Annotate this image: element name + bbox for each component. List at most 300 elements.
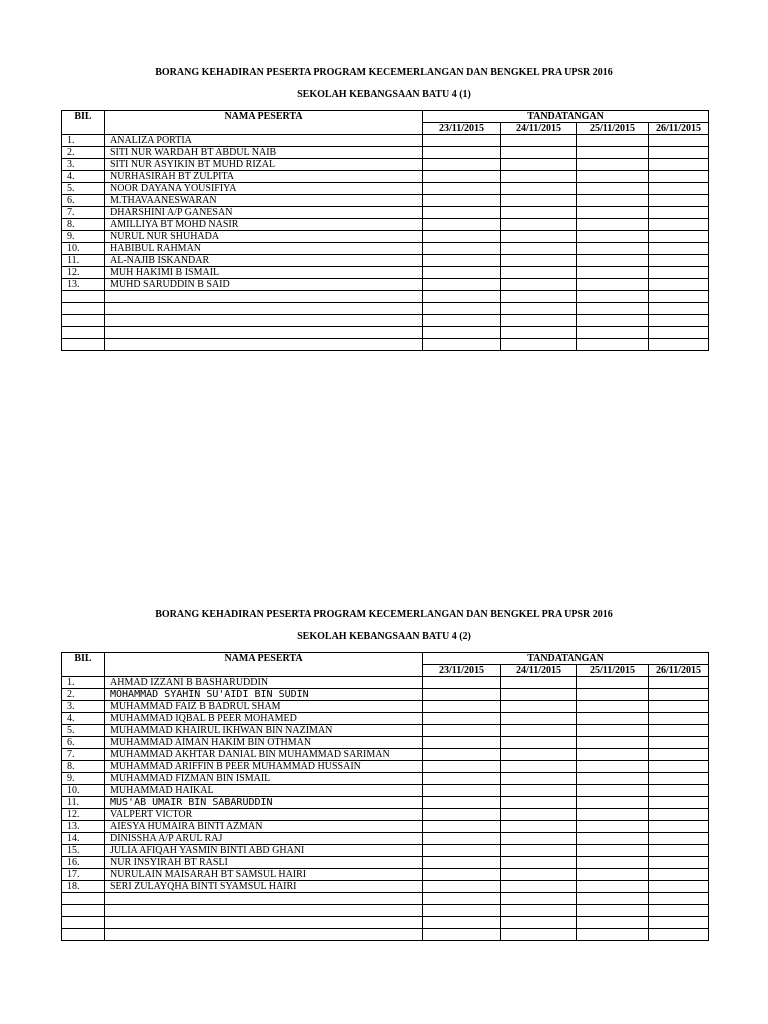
signature-cell[interactable] bbox=[649, 327, 709, 339]
signature-cell[interactable] bbox=[501, 689, 577, 701]
bil-cell: 6. bbox=[62, 737, 105, 749]
table-row bbox=[62, 183, 709, 195]
signature-cell[interactable] bbox=[649, 207, 709, 219]
signature-cell[interactable] bbox=[577, 219, 649, 231]
signature-cell[interactable] bbox=[649, 929, 709, 941]
form-subtitle: SEKOLAH KEBANGSAAN BATU 4 (2) bbox=[297, 631, 471, 642]
nama-cell bbox=[105, 929, 423, 941]
signature-cell[interactable] bbox=[649, 255, 709, 267]
signature-cell[interactable] bbox=[577, 833, 649, 845]
signature-cell[interactable] bbox=[423, 195, 501, 207]
nama-cell: SITI NUR WARDAH BT ABDUL NAIB bbox=[105, 147, 423, 159]
nama-cell bbox=[105, 327, 423, 339]
signature-cell[interactable] bbox=[649, 291, 709, 303]
nama-cell bbox=[105, 893, 423, 905]
nama-cell: AMILLIYA BT MOHD NASIR bbox=[105, 219, 423, 231]
nama-cell: MUHAMMAD AIMAN HAKIM BIN OTHMAN bbox=[105, 737, 423, 749]
signature-cell[interactable] bbox=[577, 677, 649, 689]
nama-cell: MUHAMMAD IQBAL B PEER MOHAMED bbox=[105, 713, 423, 725]
signature-cell[interactable] bbox=[423, 737, 501, 749]
nama-cell: AHMAD IZZANI B BASHARUDDIN bbox=[105, 677, 423, 689]
table-row bbox=[62, 917, 709, 929]
signature-cell[interactable] bbox=[423, 303, 501, 315]
signature-cell[interactable] bbox=[423, 797, 501, 809]
table-row bbox=[62, 845, 709, 857]
signature-cell[interactable] bbox=[423, 821, 501, 833]
table-row bbox=[62, 267, 709, 279]
signature-cell[interactable] bbox=[501, 881, 577, 893]
signature-cell[interactable] bbox=[649, 905, 709, 917]
table-row bbox=[62, 869, 709, 881]
signature-cell[interactable] bbox=[501, 219, 577, 231]
table-row bbox=[62, 243, 709, 255]
nama-cell: MUHAMMAD FAIZ B BADRUL SHAM bbox=[105, 701, 423, 713]
signature-cell[interactable] bbox=[577, 869, 649, 881]
bil-header: BIL bbox=[62, 111, 105, 135]
signature-cell[interactable] bbox=[577, 147, 649, 159]
signature-cell[interactable] bbox=[501, 147, 577, 159]
signature-cell[interactable] bbox=[577, 761, 649, 773]
signature-cell[interactable] bbox=[501, 135, 577, 147]
bil-cell bbox=[62, 303, 105, 315]
attendance-form-1 bbox=[0, 62, 768, 290]
signature-cell[interactable] bbox=[577, 327, 649, 339]
signature-cell[interactable] bbox=[501, 809, 577, 821]
signature-cell[interactable] bbox=[577, 339, 649, 351]
signature-cell[interactable] bbox=[501, 701, 577, 713]
bil-cell: 3. bbox=[62, 701, 105, 713]
signature-cell[interactable] bbox=[649, 893, 709, 905]
table-row bbox=[62, 785, 709, 797]
nama-cell: NUR INSYIRAH BT RASLI bbox=[105, 857, 423, 869]
signature-cell[interactable] bbox=[649, 219, 709, 231]
signature-cell[interactable] bbox=[577, 291, 649, 303]
signature-cell[interactable] bbox=[423, 761, 501, 773]
signature-cell[interactable] bbox=[423, 159, 501, 171]
signature-cell[interactable] bbox=[577, 267, 649, 279]
nama-cell: MOHAMMAD SYAHIN SU'AIDI BIN SUDIN bbox=[105, 689, 423, 701]
nama-cell: DINISSHA A/P ARUL RAJ bbox=[105, 833, 423, 845]
nama-cell: MUHAMMAD AKHTAR DANIAL BIN MUHAMMAD SARIMAN bbox=[105, 749, 423, 761]
signature-cell[interactable] bbox=[649, 821, 709, 833]
signature-cell[interactable] bbox=[423, 701, 501, 713]
nama-cell bbox=[105, 905, 423, 917]
nama-cell: MUHAMMAD HAIKAL bbox=[105, 785, 423, 797]
signature-cell[interactable] bbox=[423, 917, 501, 929]
signature-cell[interactable] bbox=[649, 725, 709, 737]
nama-cell bbox=[105, 917, 423, 929]
bil-cell: 16. bbox=[62, 857, 105, 869]
nama-cell bbox=[105, 315, 423, 327]
nama-cell: NURUL NUR SHUHADA bbox=[105, 231, 423, 243]
signature-cell[interactable] bbox=[577, 183, 649, 195]
table-row bbox=[62, 195, 709, 207]
bil-cell: 15. bbox=[62, 845, 105, 857]
attendance-table bbox=[61, 110, 709, 351]
bil-cell bbox=[62, 917, 105, 929]
nama-cell: MUHD SARUDDIN B SAID bbox=[105, 279, 423, 291]
nama-cell: MUHAMMAD KHAIRUL IKHWAN BIN NAZIMAN bbox=[105, 725, 423, 737]
form-title: BORANG KEHADIRAN PESERTA PROGRAM KECEMERLANGAN DAN BENGKEL PRA UPSR 2016 bbox=[155, 609, 613, 620]
table-row bbox=[62, 749, 709, 761]
signature-cell[interactable] bbox=[501, 737, 577, 749]
table-row bbox=[62, 171, 709, 183]
table-row bbox=[62, 893, 709, 905]
signature-cell[interactable] bbox=[577, 893, 649, 905]
signature-cell[interactable] bbox=[577, 797, 649, 809]
bil-cell: 11. bbox=[62, 255, 105, 267]
date-header: 24/11/2015 bbox=[501, 665, 577, 677]
bil-cell bbox=[62, 893, 105, 905]
signature-cell[interactable] bbox=[577, 809, 649, 821]
bil-cell: 3. bbox=[62, 159, 105, 171]
bil-cell: 1. bbox=[62, 677, 105, 689]
nama-header: NAMA PESERTA bbox=[105, 111, 423, 135]
signature-cell[interactable] bbox=[423, 857, 501, 869]
form-title: BORANG KEHADIRAN PESERTA PROGRAM KECEMERLANGAN DAN BENGKEL PRA UPSR 2016 bbox=[155, 67, 613, 78]
bil-cell: 6. bbox=[62, 195, 105, 207]
signature-cell[interactable] bbox=[501, 195, 577, 207]
bil-cell: 10. bbox=[62, 243, 105, 255]
nama-cell bbox=[105, 339, 423, 351]
signature-cell[interactable] bbox=[649, 243, 709, 255]
signature-cell[interactable] bbox=[577, 917, 649, 929]
signature-cell[interactable] bbox=[649, 713, 709, 725]
bil-cell: 12. bbox=[62, 809, 105, 821]
bil-cell: 8. bbox=[62, 761, 105, 773]
signature-cell[interactable] bbox=[423, 725, 501, 737]
table-body bbox=[62, 677, 709, 941]
signature-cell[interactable] bbox=[577, 881, 649, 893]
signature-cell[interactable] bbox=[577, 845, 649, 857]
signature-cell[interactable] bbox=[501, 231, 577, 243]
signature-cell[interactable] bbox=[501, 929, 577, 941]
signature-cell[interactable] bbox=[423, 785, 501, 797]
signature-cell[interactable] bbox=[501, 183, 577, 195]
signature-cell[interactable] bbox=[423, 135, 501, 147]
signature-cell[interactable] bbox=[423, 845, 501, 857]
signature-cell[interactable] bbox=[501, 725, 577, 737]
signature-cell[interactable] bbox=[423, 207, 501, 219]
nama-cell: MUH HAKIMI B ISMAIL bbox=[105, 267, 423, 279]
table-row bbox=[62, 905, 709, 917]
signature-cell[interactable] bbox=[649, 845, 709, 857]
signature-cell[interactable] bbox=[423, 833, 501, 845]
form-subtitle: SEKOLAH KEBANGSAAN BATU 4 (1) bbox=[297, 89, 471, 100]
signature-cell[interactable] bbox=[423, 749, 501, 761]
date-header: 25/11/2015 bbox=[577, 665, 649, 677]
table-row bbox=[62, 279, 709, 291]
table-row bbox=[62, 677, 709, 689]
signature-cell[interactable] bbox=[577, 255, 649, 267]
signature-cell[interactable] bbox=[501, 917, 577, 929]
signature-cell[interactable] bbox=[501, 677, 577, 689]
table-row bbox=[62, 315, 709, 327]
bil-cell: 14. bbox=[62, 833, 105, 845]
signature-cell[interactable] bbox=[501, 845, 577, 857]
table-row bbox=[62, 327, 709, 339]
signature-cell[interactable] bbox=[649, 761, 709, 773]
signature-cell[interactable] bbox=[577, 279, 649, 291]
bil-cell bbox=[62, 339, 105, 351]
signature-cell[interactable] bbox=[649, 917, 709, 929]
signature-cell[interactable] bbox=[577, 773, 649, 785]
signature-cell[interactable] bbox=[577, 171, 649, 183]
signature-cell[interactable] bbox=[501, 893, 577, 905]
signature-cell[interactable] bbox=[649, 147, 709, 159]
date-header: 26/11/2015 bbox=[649, 123, 709, 135]
signature-cell[interactable] bbox=[423, 713, 501, 725]
tandatangan-header: TANDATANGAN bbox=[423, 653, 709, 665]
signature-cell[interactable] bbox=[423, 255, 501, 267]
signature-cell[interactable] bbox=[423, 905, 501, 917]
signature-cell[interactable] bbox=[649, 183, 709, 195]
signature-cell[interactable] bbox=[423, 279, 501, 291]
nama-cell: M.THAVAANESWARAN bbox=[105, 195, 423, 207]
signature-cell[interactable] bbox=[577, 905, 649, 917]
bil-cell: 8. bbox=[62, 219, 105, 231]
bil-cell: 10. bbox=[62, 785, 105, 797]
signature-cell[interactable] bbox=[501, 713, 577, 725]
table-row bbox=[62, 881, 709, 893]
nama-cell: HABIBUL RAHMAN bbox=[105, 243, 423, 255]
table-row bbox=[62, 833, 709, 845]
signature-cell[interactable] bbox=[577, 207, 649, 219]
bil-cell: 2. bbox=[62, 689, 105, 701]
bil-cell: 11. bbox=[62, 797, 105, 809]
signature-cell[interactable] bbox=[649, 689, 709, 701]
signature-cell[interactable] bbox=[501, 869, 577, 881]
signature-cell[interactable] bbox=[423, 243, 501, 255]
bil-cell bbox=[62, 905, 105, 917]
bil-cell: 9. bbox=[62, 773, 105, 785]
nama-cell: AIESYA HUMAIRA BINTI AZMAN bbox=[105, 821, 423, 833]
bil-cell: 12. bbox=[62, 267, 105, 279]
signature-cell[interactable] bbox=[649, 797, 709, 809]
signature-cell[interactable] bbox=[649, 809, 709, 821]
signature-cell[interactable] bbox=[577, 821, 649, 833]
table-row bbox=[62, 857, 709, 869]
bil-cell: 17. bbox=[62, 869, 105, 881]
table-row bbox=[62, 797, 709, 809]
nama-cell: NOOR DAYANA YOUSIFIYA bbox=[105, 183, 423, 195]
signature-cell[interactable] bbox=[649, 339, 709, 351]
signature-cell[interactable] bbox=[577, 243, 649, 255]
signature-cell[interactable] bbox=[577, 857, 649, 869]
table-row bbox=[62, 339, 709, 351]
bil-cell: 7. bbox=[62, 207, 105, 219]
signature-cell[interactable] bbox=[577, 929, 649, 941]
signature-cell[interactable] bbox=[577, 785, 649, 797]
signature-cell[interactable] bbox=[577, 713, 649, 725]
nama-cell: SITI NUR ASYIKIN BT MUHD RIZAL bbox=[105, 159, 423, 171]
bil-cell: 1. bbox=[62, 135, 105, 147]
signature-cell[interactable] bbox=[501, 761, 577, 773]
attendance-table bbox=[61, 652, 709, 941]
signature-cell[interactable] bbox=[501, 279, 577, 291]
signature-cell[interactable] bbox=[649, 315, 709, 327]
signature-cell[interactable] bbox=[649, 737, 709, 749]
signature-cell[interactable] bbox=[577, 231, 649, 243]
table-row bbox=[62, 159, 709, 171]
nama-cell: MUHAMMAD ARIFFIN B PEER MUHAMMAD HUSSAIN bbox=[105, 761, 423, 773]
bil-cell: 2. bbox=[62, 147, 105, 159]
signature-cell[interactable] bbox=[501, 327, 577, 339]
bil-cell: 5. bbox=[62, 183, 105, 195]
date-header: 24/11/2015 bbox=[501, 123, 577, 135]
signature-cell[interactable] bbox=[423, 315, 501, 327]
attendance-form-2 bbox=[0, 604, 768, 892]
signature-cell[interactable] bbox=[501, 833, 577, 845]
nama-cell: NURHASIRAH BT ZULPITA bbox=[105, 171, 423, 183]
signature-cell[interactable] bbox=[423, 869, 501, 881]
signature-cell[interactable] bbox=[501, 797, 577, 809]
signature-cell[interactable] bbox=[649, 231, 709, 243]
table-row bbox=[62, 147, 709, 159]
signature-cell[interactable] bbox=[423, 147, 501, 159]
signature-cell[interactable] bbox=[577, 737, 649, 749]
signature-cell[interactable] bbox=[501, 303, 577, 315]
table-body bbox=[62, 135, 709, 351]
signature-cell[interactable] bbox=[501, 339, 577, 351]
signature-cell[interactable] bbox=[577, 195, 649, 207]
table-row bbox=[62, 725, 709, 737]
signature-cell[interactable] bbox=[649, 869, 709, 881]
signature-cell[interactable] bbox=[649, 749, 709, 761]
nama-cell: VALPERT VICTOR bbox=[105, 809, 423, 821]
tandatangan-header: TANDATANGAN bbox=[423, 111, 709, 123]
signature-cell[interactable] bbox=[423, 267, 501, 279]
nama-cell: NURULAIN MAISARAH BT SAMSUL HAIRI bbox=[105, 869, 423, 881]
nama-cell: AL-NAJIB ISKANDAR bbox=[105, 255, 423, 267]
date-header: 23/11/2015 bbox=[423, 665, 501, 677]
signature-cell[interactable] bbox=[423, 339, 501, 351]
signature-cell[interactable] bbox=[649, 267, 709, 279]
signature-cell[interactable] bbox=[423, 327, 501, 339]
signature-cell[interactable] bbox=[423, 689, 501, 701]
signature-cell[interactable] bbox=[501, 207, 577, 219]
signature-cell[interactable] bbox=[501, 857, 577, 869]
date-header: 23/11/2015 bbox=[423, 123, 501, 135]
signature-cell[interactable] bbox=[649, 171, 709, 183]
nama-header: NAMA PESERTA bbox=[105, 653, 423, 677]
signature-cell[interactable] bbox=[577, 315, 649, 327]
signature-cell[interactable] bbox=[649, 279, 709, 291]
signature-cell[interactable] bbox=[423, 893, 501, 905]
nama-cell: DHARSHINI A/P GANESAN bbox=[105, 207, 423, 219]
signature-cell[interactable] bbox=[501, 749, 577, 761]
signature-cell[interactable] bbox=[649, 159, 709, 171]
signature-cell[interactable] bbox=[423, 183, 501, 195]
signature-cell[interactable] bbox=[649, 773, 709, 785]
signature-cell[interactable] bbox=[423, 291, 501, 303]
table-row bbox=[62, 219, 709, 231]
table-row bbox=[62, 689, 709, 701]
table-row bbox=[62, 809, 709, 821]
table-row bbox=[62, 303, 709, 315]
bil-cell: 13. bbox=[62, 821, 105, 833]
nama-cell: SERI ZULAYQHA BINTI SYAMSUL HAIRI bbox=[105, 881, 423, 893]
nama-cell: ANALIZA PORTIA bbox=[105, 135, 423, 147]
bil-cell bbox=[62, 315, 105, 327]
signature-cell[interactable] bbox=[501, 267, 577, 279]
signature-cell[interactable] bbox=[577, 725, 649, 737]
signature-cell[interactable] bbox=[649, 701, 709, 713]
table-row bbox=[62, 231, 709, 243]
signature-cell[interactable] bbox=[649, 135, 709, 147]
nama-cell bbox=[105, 291, 423, 303]
signature-cell[interactable] bbox=[501, 315, 577, 327]
signature-cell[interactable] bbox=[501, 291, 577, 303]
bil-cell: 4. bbox=[62, 713, 105, 725]
signature-cell[interactable] bbox=[649, 785, 709, 797]
signature-cell[interactable] bbox=[577, 135, 649, 147]
signature-cell[interactable] bbox=[649, 833, 709, 845]
table-row bbox=[62, 291, 709, 303]
signature-cell[interactable] bbox=[501, 255, 577, 267]
table-row bbox=[62, 773, 709, 785]
bil-cell bbox=[62, 291, 105, 303]
bil-cell: 5. bbox=[62, 725, 105, 737]
signature-cell[interactable] bbox=[423, 219, 501, 231]
signature-cell[interactable] bbox=[649, 857, 709, 869]
nama-cell bbox=[105, 303, 423, 315]
signature-cell[interactable] bbox=[577, 303, 649, 315]
date-header: 25/11/2015 bbox=[577, 123, 649, 135]
table-row bbox=[62, 255, 709, 267]
bil-cell: 4. bbox=[62, 171, 105, 183]
bil-cell: 9. bbox=[62, 231, 105, 243]
signature-cell[interactable] bbox=[423, 677, 501, 689]
signature-cell[interactable] bbox=[501, 243, 577, 255]
table-row bbox=[62, 207, 709, 219]
signature-cell[interactable] bbox=[501, 821, 577, 833]
bil-cell: 7. bbox=[62, 749, 105, 761]
signature-cell[interactable] bbox=[423, 171, 501, 183]
signature-cell[interactable] bbox=[649, 195, 709, 207]
signature-cell[interactable] bbox=[501, 905, 577, 917]
signature-cell[interactable] bbox=[501, 159, 577, 171]
signature-cell[interactable] bbox=[501, 773, 577, 785]
bil-header: BIL bbox=[62, 653, 105, 677]
bil-cell: 13. bbox=[62, 279, 105, 291]
bil-cell: 18. bbox=[62, 881, 105, 893]
nama-cell: MUHAMMAD FIZMAN BIN ISMAIL bbox=[105, 773, 423, 785]
signature-cell[interactable] bbox=[423, 231, 501, 243]
table-row bbox=[62, 737, 709, 749]
signature-cell[interactable] bbox=[423, 881, 501, 893]
signature-cell[interactable] bbox=[577, 689, 649, 701]
date-header: 26/11/2015 bbox=[649, 665, 709, 677]
signature-cell[interactable] bbox=[501, 785, 577, 797]
signature-cell[interactable] bbox=[649, 677, 709, 689]
signature-cell[interactable] bbox=[423, 809, 501, 821]
nama-cell: MUS'AB UMAIR BIN SABARUDDIN bbox=[105, 797, 423, 809]
table-row bbox=[62, 701, 709, 713]
signature-cell[interactable] bbox=[577, 749, 649, 761]
signature-cell[interactable] bbox=[423, 773, 501, 785]
signature-cell[interactable] bbox=[577, 701, 649, 713]
signature-cell[interactable] bbox=[649, 303, 709, 315]
table-row bbox=[62, 713, 709, 725]
bil-cell bbox=[62, 327, 105, 339]
signature-cell[interactable] bbox=[577, 159, 649, 171]
bil-cell bbox=[62, 929, 105, 941]
signature-cell[interactable] bbox=[423, 929, 501, 941]
signature-cell[interactable] bbox=[501, 171, 577, 183]
table-row bbox=[62, 821, 709, 833]
signature-cell[interactable] bbox=[649, 881, 709, 893]
